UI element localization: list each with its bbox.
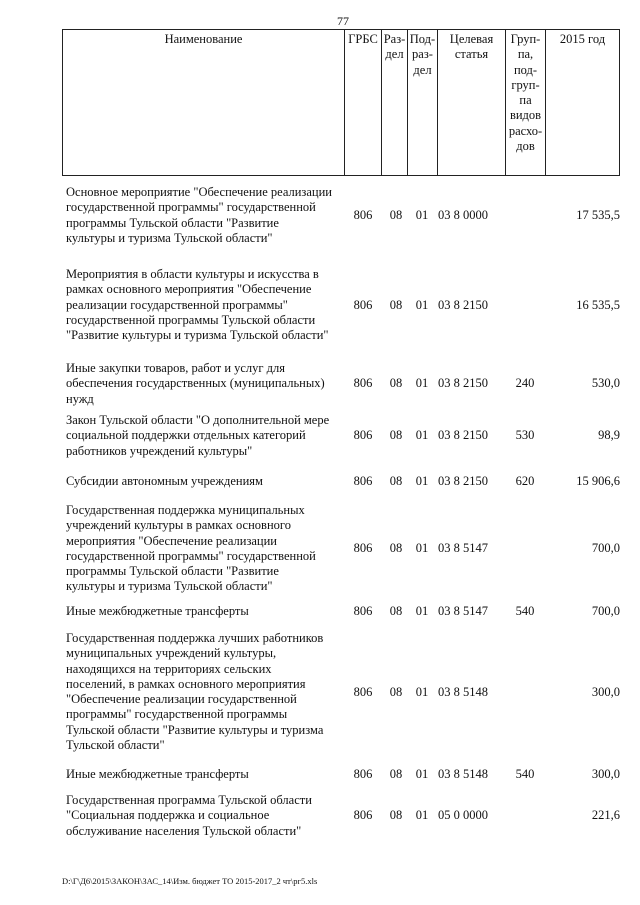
row-grbs: 806 xyxy=(353,208,373,222)
row-celevaya-statya: 05 0 0000 xyxy=(438,808,488,822)
row-name-line: реализации государственной программы" xyxy=(66,297,288,312)
row-razdel: 08 xyxy=(389,808,403,822)
row-name-line: Иные межбюджетные трансферты xyxy=(66,604,249,618)
row-grbs: 806 xyxy=(353,808,373,822)
row-name-line: программы Тульской области "Развитие xyxy=(66,564,279,579)
row-celevaya-statya: 03 8 2150 xyxy=(438,428,488,442)
row-celevaya-statya: 03 8 5148 xyxy=(438,767,488,781)
header-line: Под- xyxy=(409,32,436,46)
file-path-footer: D:\Г\Д6\2015\ЗАКОН\ЗАС_14\Изм. бюджет ТО 2015-2017_2 чт\рг5.xls xyxy=(62,876,318,886)
row-sum-2015: 700,0 xyxy=(591,541,620,555)
header-line: под- xyxy=(513,62,538,77)
row-sum-2015: 300,0 xyxy=(591,767,620,781)
row-name xyxy=(66,361,348,407)
row-name-line: программы" государственной программы xyxy=(66,707,288,722)
header-line: Раз- xyxy=(383,32,406,46)
header-line: дел xyxy=(385,47,404,62)
row-podrazdel: 01 xyxy=(415,474,429,488)
row-name-line: государственной программы" государственной xyxy=(66,548,316,563)
row-razdel: 08 xyxy=(389,474,403,488)
row-sum-2015: 300,0 xyxy=(591,685,620,699)
header-line: Целевая xyxy=(449,32,494,46)
row-name-line: мероприятия "Обеспечение реализации xyxy=(66,533,277,548)
header-year: 2015 год xyxy=(559,32,606,46)
row-name-line: Государственная поддержка муниципальных xyxy=(66,503,305,517)
header-razdel xyxy=(382,30,408,175)
header-line: расхо- xyxy=(508,123,543,138)
row-grbs: 806 xyxy=(353,685,373,699)
row-name-line: Государственная поддержка лучших работников xyxy=(66,631,324,645)
row-name xyxy=(66,185,348,246)
header-name: Наименование xyxy=(63,30,345,175)
row-name xyxy=(66,767,348,782)
row-razdel: 08 xyxy=(389,604,403,618)
header-line: груп- xyxy=(511,77,540,92)
row-name-line: Мероприятия в области культуры и искусства в xyxy=(66,267,319,281)
row-razdel: 08 xyxy=(389,298,403,312)
row-name-line: культуры и туризма Тульской области" xyxy=(66,579,273,594)
row-name-line: государственной программы" государственной xyxy=(66,200,316,215)
row-name-line: нужд xyxy=(66,391,94,406)
row-name-line: Тульской области" xyxy=(66,738,165,753)
row-razdel: 08 xyxy=(389,541,403,555)
row-name-line: Государственная программа Тульской области xyxy=(66,793,312,807)
row-podrazdel: 01 xyxy=(415,685,429,699)
header-podrazdel xyxy=(408,30,438,175)
row-podrazdel: 01 xyxy=(415,376,429,390)
row-podrazdel: 01 xyxy=(415,208,429,222)
row-name-line: муниципальных учреждений культуры, xyxy=(66,646,277,661)
table-header xyxy=(62,29,620,176)
row-name xyxy=(66,503,348,595)
header-line: па xyxy=(519,93,532,108)
row-razdel: 08 xyxy=(389,767,403,781)
row-name-line: государственной программы Тульской области xyxy=(66,312,316,327)
row-name-line: программы Тульской области "Развитие xyxy=(66,215,279,230)
row-name xyxy=(66,267,348,343)
row-name-line: "Социальная поддержка и социальное xyxy=(66,808,270,823)
row-name-line: "Развитие культуры и туризма Тульской области" xyxy=(66,328,329,343)
row-sum-2015: 530,0 xyxy=(591,376,620,390)
row-grbs: 806 xyxy=(353,541,373,555)
page-number: 77 xyxy=(337,14,349,28)
row-name xyxy=(66,604,348,619)
row-name xyxy=(66,413,348,459)
header-line: Груп- xyxy=(510,32,541,46)
row-name-line: поселений, в рамках основного мероприятия xyxy=(66,676,306,691)
header-line: раз- xyxy=(412,47,433,62)
row-name-line: "Обеспечение реализации государственной xyxy=(66,692,297,707)
header-celevaya-statya xyxy=(438,30,506,175)
row-celevaya-statya: 03 8 2150 xyxy=(438,298,488,312)
row-celevaya-statya: 03 8 0000 xyxy=(438,208,488,222)
row-name-line: обеспечения государственных (муниципальных) xyxy=(66,376,325,391)
row-vid-rashodov: 540 xyxy=(515,604,535,618)
row-celevaya-statya: 03 8 5147 xyxy=(438,604,488,618)
header-line: па, xyxy=(517,47,534,62)
row-name-line: рамках основного мероприятия "Обеспечение xyxy=(66,282,312,297)
row-name-line: Субсидии автономным учреждениям xyxy=(66,474,263,488)
row-podrazdel: 01 xyxy=(415,541,429,555)
header-vid-rashodov xyxy=(506,30,546,175)
row-name-line: находящихся на территориях сельских xyxy=(66,661,272,676)
row-vid-rashodov: 620 xyxy=(515,474,535,488)
row-vid-rashodov: 240 xyxy=(515,376,535,390)
row-sum-2015: 221,6 xyxy=(591,808,620,822)
row-name xyxy=(66,631,348,753)
row-sum-2015: 15 906,6 xyxy=(576,474,620,488)
row-grbs: 806 xyxy=(353,376,373,390)
header-grbs: ГРБС xyxy=(345,30,382,175)
row-celevaya-statya: 03 8 2150 xyxy=(438,376,488,390)
row-name-line: культуры и туризма Тульской области" xyxy=(66,230,273,245)
row-name-line: работников учреждений культуры" xyxy=(66,443,253,458)
header-line: дел xyxy=(413,62,432,77)
row-razdel: 08 xyxy=(389,685,403,699)
row-razdel: 08 xyxy=(389,428,403,442)
row-name-line: Иные закупки товаров, работ и услуг для xyxy=(66,361,286,375)
row-celevaya-statya: 03 8 5147 xyxy=(438,541,488,555)
row-podrazdel: 01 xyxy=(415,767,429,781)
row-grbs: 806 xyxy=(353,604,373,618)
row-sum-2015: 700,0 xyxy=(591,604,620,618)
row-podrazdel: 01 xyxy=(415,298,429,312)
header-line: дов xyxy=(516,139,535,154)
row-vid-rashodov: 540 xyxy=(515,767,535,781)
row-name-line: Закон Тульской области "О дополнительной мере xyxy=(66,413,330,427)
row-podrazdel: 01 xyxy=(415,428,429,442)
row-podrazdel: 01 xyxy=(415,604,429,618)
row-name xyxy=(66,474,348,489)
row-sum-2015: 98,9 xyxy=(598,428,620,442)
row-grbs: 806 xyxy=(353,428,373,442)
row-name-line: социальной поддержки отдельных категорий xyxy=(66,428,306,443)
row-sum-2015: 16 535,5 xyxy=(576,298,620,312)
row-name-line: обслуживание населения Тульской области" xyxy=(66,823,302,838)
row-podrazdel: 01 xyxy=(415,808,429,822)
header-line: статья xyxy=(454,47,489,62)
row-sum-2015: 17 535,5 xyxy=(576,208,620,222)
row-grbs: 806 xyxy=(353,298,373,312)
row-name-line: учреждений культуры в рамках основного xyxy=(66,518,291,533)
row-name-line: Иные межбюджетные трансферты xyxy=(66,767,249,781)
row-name xyxy=(66,793,348,839)
header-line: видов xyxy=(509,108,542,123)
row-celevaya-statya: 03 8 2150 xyxy=(438,474,488,488)
row-razdel: 08 xyxy=(389,208,403,222)
row-celevaya-statya: 03 8 5148 xyxy=(438,685,488,699)
row-name-line: Основное мероприятие "Обеспечение реализации xyxy=(66,185,332,199)
row-grbs: 806 xyxy=(353,767,373,781)
row-vid-rashodov: 530 xyxy=(515,428,535,442)
row-name-line: Тульской области "Развитие культуры и туризма xyxy=(66,722,324,737)
row-razdel: 08 xyxy=(389,376,403,390)
row-grbs: 806 xyxy=(353,474,373,488)
